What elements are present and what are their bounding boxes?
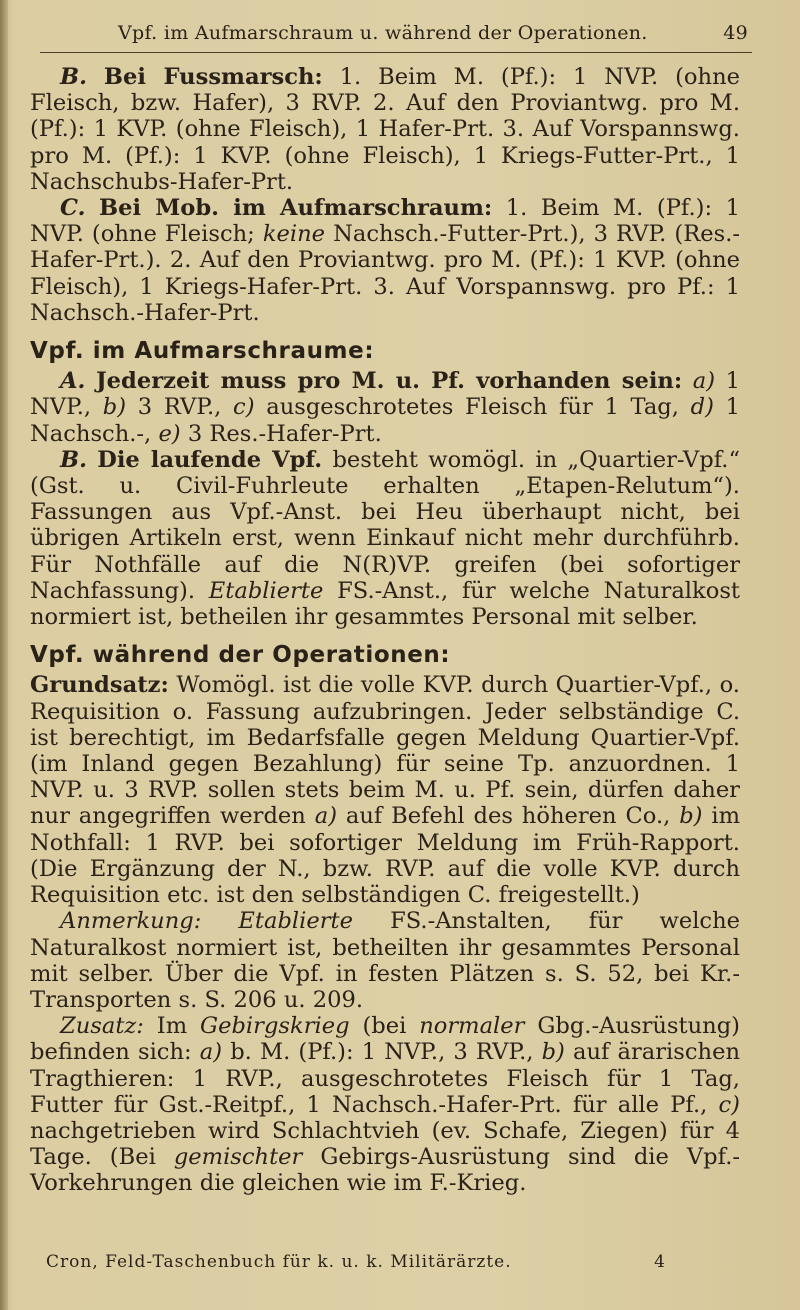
paragraph-text: Gebirgs-Ausrüstung sind die Vpf.-Vorkehrungen die gleichen wie im F.-Krieg. (30, 1144, 741, 1197)
emphasis: Etablierte (208, 577, 324, 604)
paragraph-jederzeit (30, 368, 740, 447)
emphasis: gemischter (173, 1144, 303, 1171)
paragraph-mob-aufmarsch (30, 195, 740, 326)
section-heading: Bei Fussmarsch: (103, 64, 323, 90)
list-marker: e) (158, 420, 181, 447)
paragraph-text: Gbg.-Ausrüstung) befinden sich: (30, 1013, 740, 1066)
list-marker: b) (679, 803, 703, 830)
paragraph-text: 1. Beim M. (Pf.): 1 NVP. (ohne Fleisch; (30, 195, 740, 248)
header-title: Vpf. im Aufmarschraum u. während der Operationen. (118, 22, 648, 44)
paragraph-text: Im (156, 1013, 188, 1040)
paragraph-laufende-vpf (30, 447, 740, 630)
paragraph-text: Nachsch.-Futter-Prt.), 3 RVP. (Res.-Hafer-Prt.). 2. Auf den Proviantwg. pro M. (Pf.): 1 KVP. (ohne Fleisch), 1 Kriegs-Hafer-Prt. 3. Auf Vorspannswg. pro Pf.: 1 Nachsch.-Hafer-Prt. (30, 221, 741, 326)
section-letter: A. (60, 368, 86, 395)
body-text (30, 64, 740, 1197)
list-marker: b) (541, 1039, 565, 1066)
list-marker: a) (692, 368, 716, 395)
emphasis: Gebirgskrieg (200, 1013, 350, 1040)
emphasis: keine (262, 221, 326, 248)
paragraph-text: nachgetrieben wird Schlachtvieh (ev. Schafe, Ziegen) für 4 Tage. (Bei (30, 1117, 740, 1171)
paragraph-text: 1. Beim M. (Pf.): 1 NVP. (ohne Fleisch, bzw. Hafer), 3 RVP. 2. Auf den Proviantwg. pro M. (Pf.): 1 KVP. (ohne Fleisch), 1 Hafer-Prt. 3. Auf Vorspannswg. pro M. (Pf.): 1 KVP. (ohne Fleisch), 1 Kriegs-Futter-Prt., 1 Nachschubs-Hafer-Prt. (30, 64, 740, 195)
section-heading: Die laufende Vpf. (97, 446, 323, 473)
section-title-aufmarschraume: Vpf. im Aufmarschraume: (30, 338, 375, 365)
running-header (40, 22, 752, 53)
page-spine (0, 0, 8, 1310)
section-title-operationen: Vpf. während der Operationen: (30, 642, 451, 669)
paragraph-text: auf ärarischen Tragthieren: 1 RVP., ausgeschrotetes Fleisch für 1 Tag, Futter für Gst.-Reitpf., 1 Nachsch.-Hafer-Prt. für alle Pf., (30, 1039, 741, 1118)
list-marker: c) (233, 394, 255, 421)
paragraph-text: im Nothfall: 1 RVP. bei sofortiger Meldung im Früh-Rapport. (Die Ergänzung der N., bzw. RVP. auf die volle KVP. durch Requisition etc. ist den selbständigen C. freigestellt.) (30, 803, 741, 909)
section-letter: B. (60, 64, 87, 90)
section-letter: C. (60, 195, 86, 222)
paragraph-text: b. M. (Pf.): 1 NVP., 3 RVP., (230, 1039, 534, 1066)
list-text: 1 NVP., (30, 368, 740, 421)
list-text: 3 Res.-Hafer-Prt. (187, 420, 382, 447)
list-text: ausgeschrotetes Fleisch für 1 Tag, (266, 394, 679, 421)
section-heading: Grundsatz: (30, 672, 169, 699)
list-text: 3 RVP., (137, 394, 222, 421)
footer-text: Cron, Feld-Taschenbuch für k. u. k. Militärärzte. (46, 1252, 512, 1272)
paragraph-anmerkung (30, 908, 740, 1013)
paragraph-text: FS.-Anst., für welche Naturalkost normiert ist, betheilen ihr gesammtes Personal mit selber. (30, 577, 740, 631)
list-marker: a) (199, 1039, 223, 1066)
page-number: 49 (723, 22, 748, 44)
paragraph-text: Womögl. ist die volle KVP. durch Quartier-Vpf., o. Requisition o. Fassung aufzubringen. Jeder selbständige C. ist berechtigt, im Bedarfsfalle gegen Meldung Quartier-Vpf. (im Inland gegen Bezahlung) für seine Tp. anzuordnen. 1 NVP. u. 3 RVP. sollen stets beim M. u. Pf. sein, dürfen daher nur angegriffen werden (30, 672, 740, 830)
paragraph-text: besteht womögl. in „Quartier-Vpf.“ (Gst. u. Civil-Fuhrleute erhalten „Etapen-Relutum“). Fassungen aus Vpf.-Anst. bei Heu überhaupt nicht, bei übrigen Artikeln erst, wenn Einkauf nicht mehr durchführb. Für Nothfälle auf die N(R)VP. greifen (bei sofortiger Nachfassung). (30, 446, 740, 604)
signature-mark: 4 (654, 1252, 666, 1272)
emphasis: Etablierte (238, 908, 353, 935)
list-marker: a) (314, 803, 338, 830)
list-text: 1 Nachsch.-, (30, 394, 741, 447)
paragraph-text: FS.-Anstalten, für welche Naturalkost normiert ist, betheilten ihr gesammtes Personal mit selber. Über die Vpf. in festen Plätzen s. S. 52, bei Kr.-Transporten s. S. 206 u. 209. (30, 908, 740, 1013)
list-marker: c) (718, 1091, 740, 1118)
paragraph-text: (bei (362, 1013, 407, 1040)
page-footer (46, 1252, 666, 1272)
note-label: Zusatz: (60, 1013, 144, 1040)
section-heading: Bei Mob. im Aufmarschraum: (99, 195, 493, 222)
list-marker: b) (102, 394, 127, 421)
section-letter: B. (60, 446, 87, 473)
paragraph-grundsatz (30, 672, 740, 908)
note-label: Anmerkung: (60, 908, 202, 935)
paragraph-zusatz (30, 1013, 740, 1196)
paragraph-fussmarsch (30, 64, 740, 195)
section-heading: Jederzeit muss pro M. u. Pf. vorhanden sein: (95, 368, 683, 395)
emphasis: normaler (419, 1013, 525, 1040)
paragraph-text: auf Befehl des höheren Co., (345, 803, 671, 830)
list-marker: d) (690, 394, 714, 421)
